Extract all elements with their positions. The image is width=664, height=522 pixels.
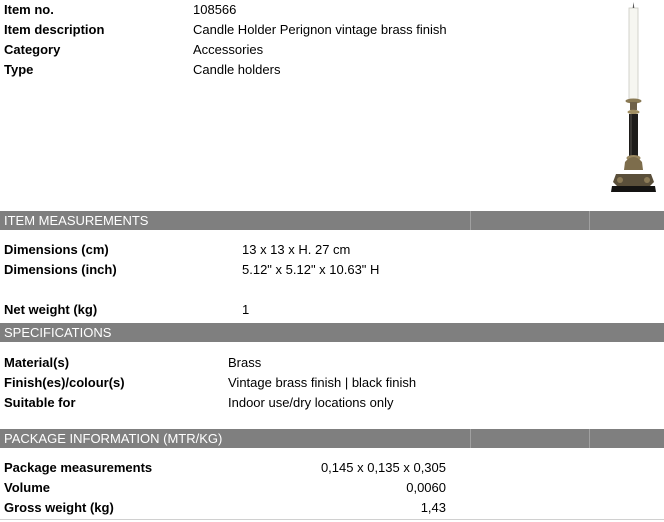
package-information-bar — [0, 429, 664, 448]
materials-label: Material(s) — [4, 355, 70, 370]
divider — [470, 211, 471, 230]
net-weight-value: 1 — [242, 302, 250, 317]
item-measurements-title: ITEM MEASUREMENTS — [4, 213, 149, 228]
type-value: Candle holders — [193, 62, 281, 77]
package-measurements-value: 0,145 x 0,135 x 0,305 — [320, 460, 446, 475]
specifications-bar — [0, 323, 664, 342]
category-label: Category — [4, 42, 61, 57]
dimensions-cm-label: Dimensions (cm) — [4, 242, 109, 257]
item-measurements-bar — [0, 211, 664, 230]
volume-value: 0,0060 — [406, 480, 446, 495]
bottom-divider — [0, 519, 664, 520]
candle-holder-icon — [610, 2, 656, 198]
gross-weight-value: 1,43 — [420, 500, 446, 515]
finishes-label: Finish(es)/colour(s) — [4, 375, 125, 390]
gross-weight-label: Gross weight (kg) — [4, 500, 114, 515]
item-no-label: Item no. — [4, 2, 54, 17]
item-description-value: Candle Holder Perignon vintage brass finish — [193, 22, 447, 37]
type-label: Type — [4, 62, 34, 77]
item-description-label: Item description — [4, 22, 105, 37]
dimensions-inch-label: Dimensions (inch) — [4, 262, 117, 277]
net-weight-label: Net weight (kg) — [4, 302, 98, 317]
package-measurements-label: Package measurements — [4, 460, 153, 475]
dimensions-cm-value: 13 x 13 x H. 27 cm — [242, 242, 351, 257]
category-value: Accessories — [193, 42, 264, 57]
specifications-title: SPECIFICATIONS — [4, 325, 112, 340]
dimensions-inch-value: 5.12" x 5.12" x 10.63" H — [242, 262, 380, 277]
package-information-title: PACKAGE INFORMATION (MTR/KG) — [4, 431, 223, 446]
materials-value: Brass — [228, 355, 262, 370]
suitable-for-value: Indoor use/dry locations only — [228, 395, 394, 410]
volume-label: Volume — [4, 480, 50, 495]
divider — [589, 429, 590, 448]
divider — [589, 211, 590, 230]
item-no-value: 108566 — [193, 2, 237, 17]
finishes-value: Vintage brass finish | black finish — [228, 375, 417, 390]
suitable-for-label: Suitable for — [4, 395, 76, 410]
divider — [470, 429, 471, 448]
